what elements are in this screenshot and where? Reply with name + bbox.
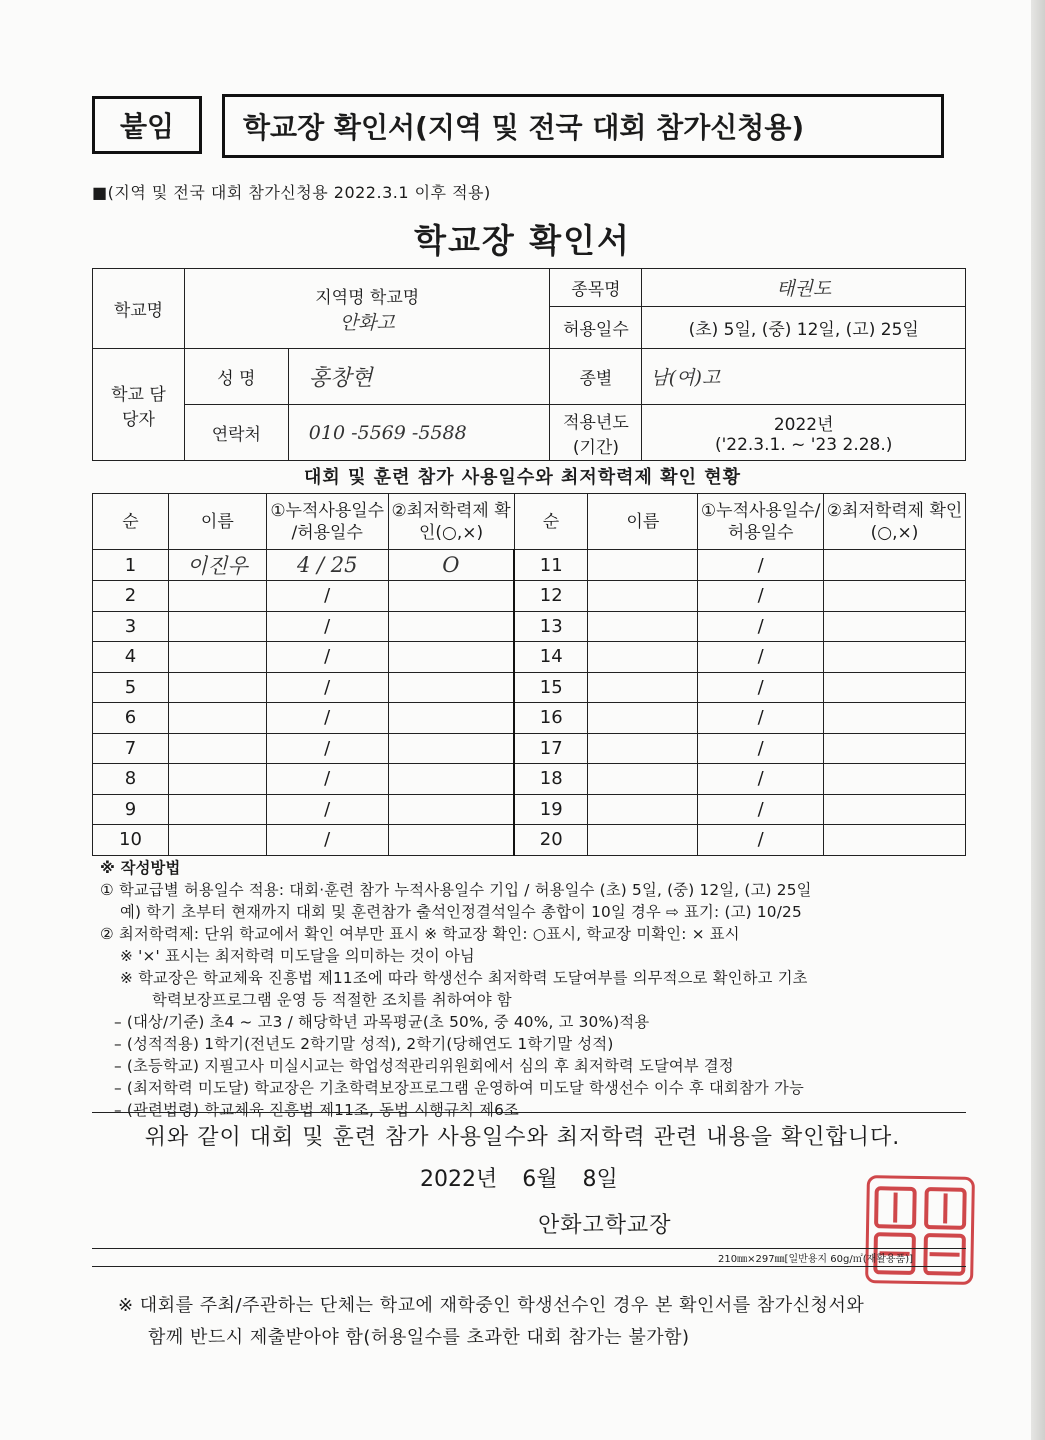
period-value: ('22.3.1. ~ '23 2.28.) [714, 435, 893, 455]
student-name [168, 581, 266, 612]
student-name [168, 794, 266, 825]
days-used: / [698, 703, 824, 734]
student-name [588, 642, 698, 673]
row-number: 14 [514, 642, 588, 673]
instruction-item: 예) 학기 초부터 현재까지 대회 및 훈련참가 출석인정결석일수 총합이 10일 경우 ⇨ 표기: (고) 10/25 [120, 903, 802, 921]
footer-notice [118, 1290, 998, 1354]
row-number: 20 [514, 825, 588, 856]
writing-instructions [100, 857, 980, 1121]
instruction-item: – (대상/기준) 초4 ~ 고3 / 해당학년 과목평균(초 50%, 중 40%, 고 30%)적용 [114, 1013, 650, 1031]
table-row [93, 703, 966, 734]
student-name [588, 733, 698, 764]
instruction-item: ※ 학교장은 학교체육 진흥법 제11조에 따라 학생선수 최저학력 도달여부를 의무적으로 확인하고 기초 [120, 969, 808, 987]
row-number: 13 [514, 611, 588, 642]
row-number: 18 [514, 764, 588, 795]
header-name: 이름 [588, 494, 698, 550]
minimum-check [388, 825, 514, 856]
student-name [588, 764, 698, 795]
table-row [93, 642, 966, 673]
sport-label: 종목명 [550, 269, 642, 307]
days-used: / [698, 733, 824, 764]
table-row [93, 672, 966, 703]
row-number: 7 [93, 733, 169, 764]
days-used: / [698, 550, 824, 581]
manager-label: 학교 담당자 [93, 349, 185, 461]
principal-signature-line: 안화고학교장 [538, 1213, 672, 1238]
gender-label: 종별 [550, 349, 642, 405]
school-info-table [92, 268, 966, 461]
student-name [168, 703, 266, 734]
row-number: 19 [514, 794, 588, 825]
instruction-item: ※ '×' 표시는 최저학력 미도달을 의미하는 것이 아님 [120, 947, 475, 965]
minimum-check [824, 764, 966, 795]
table-row [93, 764, 966, 795]
header-days: ①누적사용일수 /허용일수 [266, 494, 388, 550]
row-number: 5 [93, 672, 169, 703]
instruction-item: – (최저학력 미도달) 학교장은 기초학력보장프로그램 운영하여 미도달 학생선수 이수 후 대회참가 가능 [114, 1079, 804, 1097]
table-row [93, 581, 966, 612]
table-row [93, 794, 966, 825]
minimum-check [824, 581, 966, 612]
attachment-tag: 붙임 [92, 96, 202, 154]
days-used: / [266, 703, 388, 734]
row-number: 1 [93, 550, 169, 581]
year-cell [642, 405, 966, 461]
minimum-check [388, 733, 514, 764]
days-used: / [266, 794, 388, 825]
days-used: / [266, 672, 388, 703]
days-used: / [698, 642, 824, 673]
contact-value: 010 -5569 -5588 [288, 405, 550, 461]
row-number: 2 [93, 581, 169, 612]
minimum-check [388, 611, 514, 642]
minimum-check [824, 825, 966, 856]
issue-date [420, 1162, 618, 1193]
row-number: 17 [514, 733, 588, 764]
row-number: 16 [514, 703, 588, 734]
instruction-item: ① 학교급별 허용일수 적용: 대회·훈련 참가 누적사용일수 기입 / 허용일수 (초) 5일, (중) 12일, (고) 25일 [100, 881, 812, 899]
minimum-check: O [388, 550, 514, 581]
student-name [168, 764, 266, 795]
header-check: ②최저학력제 확인(○,×) [824, 494, 966, 550]
student-name [588, 672, 698, 703]
instruction-item: – (관련법령) 학교체육 진흥법 제11조, 동법 시행규칙 제6조 [114, 1101, 519, 1119]
paper-spec: 210㎜×297㎜[일반용지 60g/㎡(재활용품)] [718, 1254, 914, 1265]
row-number: 3 [93, 611, 169, 642]
instruction-item: 학력보장프로그램 운영 등 적절한 조치를 취하여야 함 [152, 991, 512, 1009]
student-name [588, 794, 698, 825]
year-label: 적용년도 (기간) [550, 405, 642, 461]
gender-value: 남(여)고 [642, 349, 966, 405]
header-no: 순 [514, 494, 588, 550]
student-name [168, 733, 266, 764]
name-value: 홍창현 [288, 349, 550, 405]
minimum-check [388, 581, 514, 612]
student-name [168, 642, 266, 673]
row-number: 6 [93, 703, 169, 734]
date-day: 8일 [582, 1167, 618, 1192]
days-used: / [266, 764, 388, 795]
row-number: 8 [93, 764, 169, 795]
days-used: / [698, 581, 824, 612]
date-month: 6월 [522, 1167, 558, 1192]
minimum-check [388, 764, 514, 795]
school-cell [184, 269, 550, 349]
days-used: / [698, 794, 824, 825]
applicability-note: ■(지역 및 전국 대회 참가신청용 2022.3.1 이후 적용) [92, 183, 491, 202]
year-value: 2022년 [773, 415, 834, 435]
instruction-item: – (성적적용) 1학기(전년도 2학기말 성적), 2학기(당해연도 1학기말 성적) [114, 1035, 614, 1053]
usage-status-table [92, 493, 966, 856]
student-name [168, 611, 266, 642]
minimum-check [824, 733, 966, 764]
days-value: (초) 5일, (중) 12일, (고) 25일 [642, 307, 966, 349]
school-seal-stamp [865, 1175, 975, 1285]
date-year: 2022년 [420, 1167, 498, 1192]
student-name [168, 672, 266, 703]
instruction-item: ② 최저학력제: 단위 학교에서 확인 여부만 표시 ※ 학교장 확인: ○표시, 학교장 미확인: × 표시 [100, 925, 740, 943]
table-row [93, 825, 966, 856]
school-hint: 지역명 학교명 [315, 287, 420, 308]
divider [92, 1266, 966, 1267]
student-name: 이진우 [168, 550, 266, 581]
row-number: 10 [93, 825, 169, 856]
minimum-check [824, 611, 966, 642]
days-label: 허용일수 [550, 307, 642, 349]
student-name [588, 581, 698, 612]
footer-line: ※ 대회를 주최/주관하는 단체는 학교에 재학중인 학생선수인 경우 본 확인서를 참가신청서와 [118, 1295, 865, 1316]
row-number: 9 [93, 794, 169, 825]
student-name [588, 550, 698, 581]
document-banner-title: 학교장 확인서(지역 및 전국 대회 참가신청용) [222, 94, 944, 158]
divider [92, 1248, 966, 1249]
school-value: 안화고 [339, 311, 395, 334]
header-name: 이름 [168, 494, 266, 550]
table-row [93, 733, 966, 764]
minimum-check [824, 794, 966, 825]
row-number: 4 [93, 642, 169, 673]
minimum-check [388, 794, 514, 825]
sport-value: 태권도 [642, 269, 966, 307]
minimum-check [388, 703, 514, 734]
days-used: 4 / 25 [266, 550, 388, 581]
student-name [588, 825, 698, 856]
school-label: 학교명 [93, 269, 185, 349]
status-section-title: 대회 및 훈련 참가 사용일수와 최저학력제 확인 현황 [303, 467, 741, 488]
name-label: 성 명 [184, 349, 288, 405]
days-used: / [266, 642, 388, 673]
header-check: ②최저학력제 확인(○,×) [388, 494, 514, 550]
minimum-check [388, 642, 514, 673]
table-row [93, 550, 966, 581]
days-used: / [698, 672, 824, 703]
minimum-check [824, 642, 966, 673]
instructions-heading: ※ 작성방법 [100, 859, 181, 877]
student-name [588, 611, 698, 642]
footer-line: 함께 반드시 제출받아야 함(허용일수를 초과한 대회 참가는 불가함) [148, 1327, 690, 1348]
table-row [93, 611, 966, 642]
header-no: 순 [93, 494, 169, 550]
minimum-check [824, 672, 966, 703]
header-days: ①누적사용일수/ 허용일수 [698, 494, 824, 550]
days-used: / [698, 611, 824, 642]
minimum-check [824, 550, 966, 581]
student-name [168, 825, 266, 856]
days-used: / [266, 825, 388, 856]
instruction-item: – (초등학교) 지필고사 미실시교는 학업성적관리위원회에서 심의 후 최저학력 도달여부 결정 [114, 1057, 734, 1075]
days-used: / [266, 733, 388, 764]
days-used: / [266, 581, 388, 612]
minimum-check [388, 672, 514, 703]
row-number: 12 [514, 581, 588, 612]
confirmation-statement: 위와 같이 대회 및 훈련 참가 사용일수와 최저학력 관련 내용을 확인합니다. [144, 1125, 901, 1150]
days-used: / [698, 825, 824, 856]
row-number: 15 [514, 672, 588, 703]
page-title: 학교장 확인서 [414, 221, 631, 260]
days-used: / [266, 611, 388, 642]
minimum-check [824, 703, 966, 734]
days-used: / [698, 764, 824, 795]
divider [92, 1112, 966, 1113]
contact-label: 연락처 [184, 405, 288, 461]
student-name [588, 703, 698, 734]
row-number: 11 [514, 550, 588, 581]
